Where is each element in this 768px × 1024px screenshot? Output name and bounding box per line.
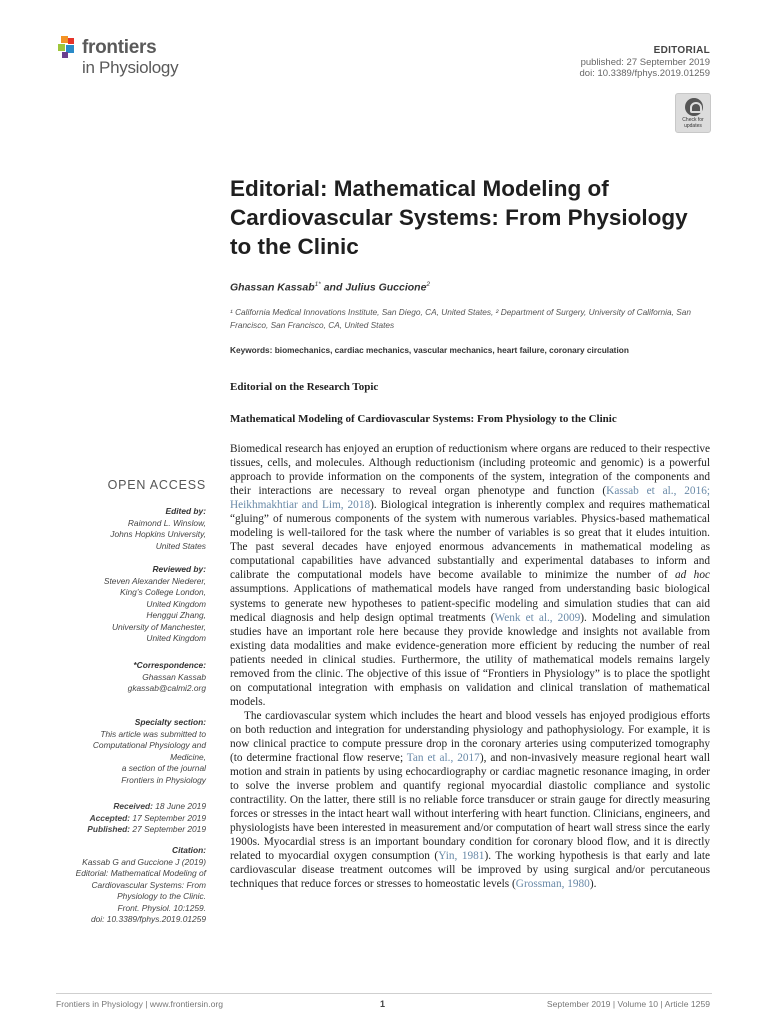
footer-journal-link[interactable]: Frontiers in Physiology | www.frontiersin.org	[56, 999, 224, 1009]
citation-line: Front. Physiol. 10:1259.	[117, 902, 206, 913]
citation-link[interactable]: Yin, 1981	[438, 850, 485, 863]
edited-by-label: Edited by:	[165, 506, 206, 516]
specialty-line: This article was submitted to	[100, 728, 206, 739]
research-topic-link[interactable]: Mathematical Modeling of Cardiovascular Systems: From Physiology to the Clinic	[230, 413, 617, 425]
frontiers-logo-icon	[56, 34, 82, 60]
citation-link[interactable]: Grossman, 1980	[515, 878, 590, 891]
article-title: Editorial: Mathematical Modeling of Cardiovascular Systems: From Physiology to the Clinic	[230, 176, 688, 259]
author-2[interactable]: Julius Guccione	[345, 281, 427, 294]
correspondence-name: Ghassan Kassab	[142, 671, 206, 682]
open-access-label: OPEN ACCESS	[107, 478, 206, 492]
correspondence-label: *Correspondence:	[133, 660, 206, 670]
citation-line: Editorial: Mathematical Modeling of	[75, 868, 206, 878]
author-2-sup: 2	[426, 281, 431, 288]
author-1-sup: 1*	[314, 281, 321, 288]
reviewed-by-line: Steven Alexander Niederer,	[103, 575, 206, 586]
reviewed-by-label: Reviewed by:	[152, 564, 206, 574]
correspondence-email[interactable]: gkassab@calmi2.org	[127, 683, 206, 693]
author-join: and	[320, 281, 346, 294]
keywords	[230, 345, 710, 355]
reviewed-by-section	[56, 564, 206, 645]
page-number: 1	[380, 999, 386, 1009]
citation-section	[56, 845, 206, 926]
keywords-label: Keywords:	[230, 345, 273, 355]
affiliations: ¹ California Medical Innovations Institute, San Diego, CA, United States, ² Department of Surgery, University of California, San Francisco, San Francisco, CA, United States	[230, 307, 691, 330]
specialty-section	[56, 717, 206, 786]
article-type: EDITORIAL	[653, 45, 710, 56]
received-date: Received: 18 June 2019	[113, 801, 206, 811]
edited-by-line: United States	[155, 540, 206, 551]
article-meta	[580, 45, 710, 80]
citation-doi[interactable]: doi: 10.3389/fphys.2019.01259	[90, 914, 206, 924]
citation-link[interactable]: Wenk et al., 2009	[494, 611, 581, 624]
journal-logo	[56, 34, 206, 80]
edited-by-line: Raimond L. Winslow,	[127, 517, 206, 528]
reviewed-by-line: United Kingdom	[146, 598, 206, 609]
reviewed-by-line: University of Manchester,	[111, 621, 206, 632]
specialty-line: a section of the journal	[121, 763, 206, 773]
authors	[230, 281, 430, 294]
reviewed-by-line: Henggui Zhang,	[146, 610, 206, 620]
citation-line: Kassab G and Guccione J (2019)	[82, 856, 206, 867]
article-body	[230, 442, 710, 892]
citation-label: Citation:	[172, 845, 206, 855]
reviewed-by-line: United Kingdom	[146, 633, 206, 643]
journal-name-line1: frontiers	[82, 37, 157, 58]
specialty-line: Frontiers in Physiology	[121, 774, 206, 785]
check-badge-label: Check for updates	[682, 117, 704, 129]
citation-line: Physiology to the Clinic.	[117, 891, 206, 901]
edited-by-line: Johns Hopkins University,	[110, 529, 206, 539]
correspondence-section	[56, 660, 206, 695]
editorial-on-label: Editorial on the Research Topic	[230, 381, 379, 393]
paragraph-1: Biomedical research has enjoyed an eruption of reductionism where organs are reduced to their respective tissues, cells, and molecules. Although reductionism (including proteomic and genomic) is a powerful approach to provide information on the components of the system, integration of the components and their interactions are necessary to reveal organ phenotype and function (Kassab et al., 2016; Heikhmakhtiar and Lim, 2018). Biological integration is inherently complex and requires mathematical “gluing” of numerous components of the system with numerous variables. Physics-based mathematical modeling is well-tailored for the task where the number of variables is so great that it eludes intuition. The past several decades have enjoyed enormous advancements in mathematical modeling as computational capabilities have advanced substantially and experimental databases to inform and calibrate the computational models have become available to minimize the number of ad hoc assumptions. Applications of mathematical models have ranged from understanding basic biological systems to generate new hypotheses to patient-specific modeling and simulation studies that can aid medical diagnosis and help design optimal treatments (Wenk et al., 2009). Modeling and simulation studies have an important role here because they provide knowledge and insights not available from existing data modalities and make evidence-generation more efficient by reducing the number of real patients needed in clinical studies. Furthermore, the utility of mathematical models remains largely removed from the clinic. The objective of this issue of “Frontiers in Physiology” is to place the spotlight on computational integration with emphasis on validation and clinical translation of mathematical models.	[230, 443, 711, 708]
refresh-icon	[685, 98, 703, 116]
check-for-updates-badge[interactable]	[675, 93, 711, 133]
footer-issue-info: September 2019 | Volume 10 | Article 1259	[546, 999, 710, 1009]
edited-by-section	[56, 506, 206, 552]
paragraph-2: The cardiovascular system which includes the heart and blood vessels has enjoyed prodigious efforts on both reduction and integration for understanding physiology and pathophysiology. For example, it is now clinical practice to compute pressure drop in the coronary arteries using computerized tomography (to determine fractional flow reserve; Tan et al., 2017), and non-invasively measure regional heart wall motion and strain in patients by using echocardiography or cardiac magnetic resonance imaging, in order to solve the inverse problem and quantify regional myocardial diastolic compliance and systolic contractility. On the latter, there still is no reliable force transducer or strain gauge for directly measuring forces or stresses in the intact heart wall without interfering with heart function. Clinicians, engineers, and physiologists have been interested in measurement and/or computation of heart wall stress since the early 1900s. Myocardial stress is an important boundary condition for coronary blood flow, and it is directly related to myocardial oxygen consumption (Yin, 1981). The working hypothesis is that early and late cardiovascular disease treatment outcomes will be improved by using surgical and/or percutaneous techniques that reduce forces or stresses to homeostatic levels (Grossman, 1980).	[230, 709, 711, 891]
specialty-line: Computational Physiology and	[92, 740, 206, 750]
citation-line: Cardiovascular Systems: From	[91, 879, 206, 890]
accepted-date: Accepted: 17 September 2019	[89, 812, 206, 823]
dates-section	[56, 801, 206, 836]
footer-divider	[56, 993, 712, 994]
journal-name-line2: in Physiology	[82, 58, 179, 77]
author-1[interactable]: Ghassan Kassab	[230, 281, 315, 294]
specialty-line: Medicine,	[170, 751, 206, 762]
published-date: published: 27 September 2019	[580, 56, 710, 68]
reviewed-by-line: King’s College London,	[120, 587, 206, 597]
doi[interactable]: doi: 10.3389/fphys.2019.01259	[579, 68, 710, 79]
specialty-label: Specialty section:	[134, 717, 206, 727]
citation-link[interactable]: Kassab et al., 2016; Heikhmakhtiar and Lim, 2018	[230, 485, 711, 512]
published-date-sidebar: Published: 27 September 2019	[87, 824, 206, 834]
citation-link[interactable]: Tan et al., 2017	[406, 752, 480, 765]
keywords-text: biomechanics, cardiac mechanics, vascular mechanics, heart failure, coronary circulation	[274, 345, 629, 355]
